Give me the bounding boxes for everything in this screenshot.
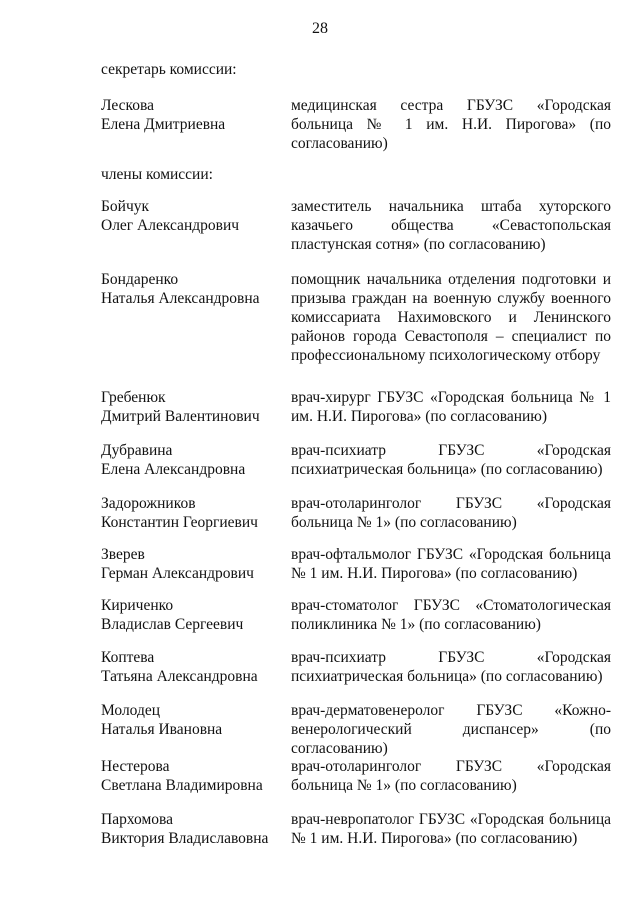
member-name — [101, 388, 286, 426]
page-number: 28 — [312, 20, 328, 37]
member-role: врач-дерматовенеролог ГБУЗС «Кожно-венерологический диспансер» (по согласованию) — [291, 702, 611, 757]
member-given-name: Дмитрий Валентинович — [101, 408, 260, 425]
member-role: врач-психиатр ГБУЗС «Городская психиатрическая больница» (по согласованию) — [291, 649, 611, 685]
member-name — [101, 441, 286, 479]
secretary-name — [101, 96, 286, 134]
member-surname: Зверев — [101, 546, 145, 563]
member-surname: Бондаренко — [101, 271, 179, 288]
member-given-name: Елена Александровна — [101, 461, 246, 478]
member-role: врач-стоматолог ГБУЗС «Стоматологическая поликлиника № 1» (по согласованию) — [291, 597, 611, 633]
member-surname: Дубравина — [101, 442, 173, 459]
member-surname: Коптева — [101, 649, 155, 666]
member-role: заместитель начальника штаба хуторского казачьего общества «Севастопольская пластунская сотня» (по согласованию) — [291, 198, 611, 253]
member-surname: Молодец — [101, 702, 161, 719]
member-role: врач-отоларинголог ГБУЗС «Городская больница № 1» (по согласованию) — [291, 495, 611, 531]
member-given-name: Наталья Александровна — [101, 290, 260, 307]
member-name — [101, 810, 286, 848]
member-role: врач-психиатр ГБУЗС «Городская психиатрическая больница» (по согласованию) — [291, 442, 611, 478]
member-surname: Нестерова — [101, 758, 170, 775]
member-name — [101, 545, 286, 583]
member-role: врач-невропатолог ГБУЗС «Городская больница № 1 им. Н.И. Пирогова» (по согласованию) — [291, 811, 611, 847]
secretary-surname: Лескова — [101, 97, 155, 114]
secretary-role: медицинская сестра ГБУЗС «Городская больница № 1 им. Н.И. Пирогова» (по согласованию) — [291, 97, 611, 152]
member-given-name: Герман Александрович — [101, 565, 254, 582]
member-surname: Кириченко — [101, 597, 174, 614]
member-surname: Гребенюк — [101, 389, 166, 406]
member-role: помощник начальника отделения подготовки и призыва граждан на военную службу военного комиссариата Нахимовского и Ленинского районов города Севастополя – специалист по профессиональному психологическому отбору — [291, 271, 611, 364]
member-surname: Пархомова — [101, 811, 173, 828]
member-surname: Бойчук — [101, 198, 150, 215]
members-section-label: члены комиссии: — [101, 166, 213, 183]
member-name — [101, 596, 286, 634]
secretary-section-label: секретарь комиссии: — [101, 61, 237, 78]
member-name — [101, 494, 286, 532]
member-name — [101, 701, 286, 739]
member-surname: Задорожников — [101, 495, 196, 512]
member-name — [101, 270, 286, 308]
member-name — [101, 757, 286, 795]
member-given-name: Татьяна Александровна — [101, 668, 258, 685]
member-given-name: Олег Александрович — [101, 217, 240, 234]
member-name — [101, 197, 286, 235]
member-role: врач-отоларинголог ГБУЗС «Городская больница № 1» (по согласованию) — [291, 758, 611, 794]
secretary-given-name: Елена Дмитриевна — [101, 116, 226, 133]
member-role: врач-хирург ГБУЗС «Городская больница № 1 им. Н.И. Пирогова» (по согласованию) — [291, 389, 611, 425]
member-given-name: Светлана Владимировна — [101, 777, 263, 794]
member-given-name: Наталья Ивановна — [101, 721, 223, 738]
member-role: врач-офтальмолог ГБУЗС «Городская больница № 1 им. Н.И. Пирогова» (по согласованию) — [291, 546, 611, 582]
member-given-name: Константин Георгиевич — [101, 514, 258, 531]
member-given-name: Владислав Сергеевич — [101, 616, 244, 633]
member-name — [101, 648, 286, 686]
member-given-name: Виктория Владиславовна — [101, 830, 269, 847]
